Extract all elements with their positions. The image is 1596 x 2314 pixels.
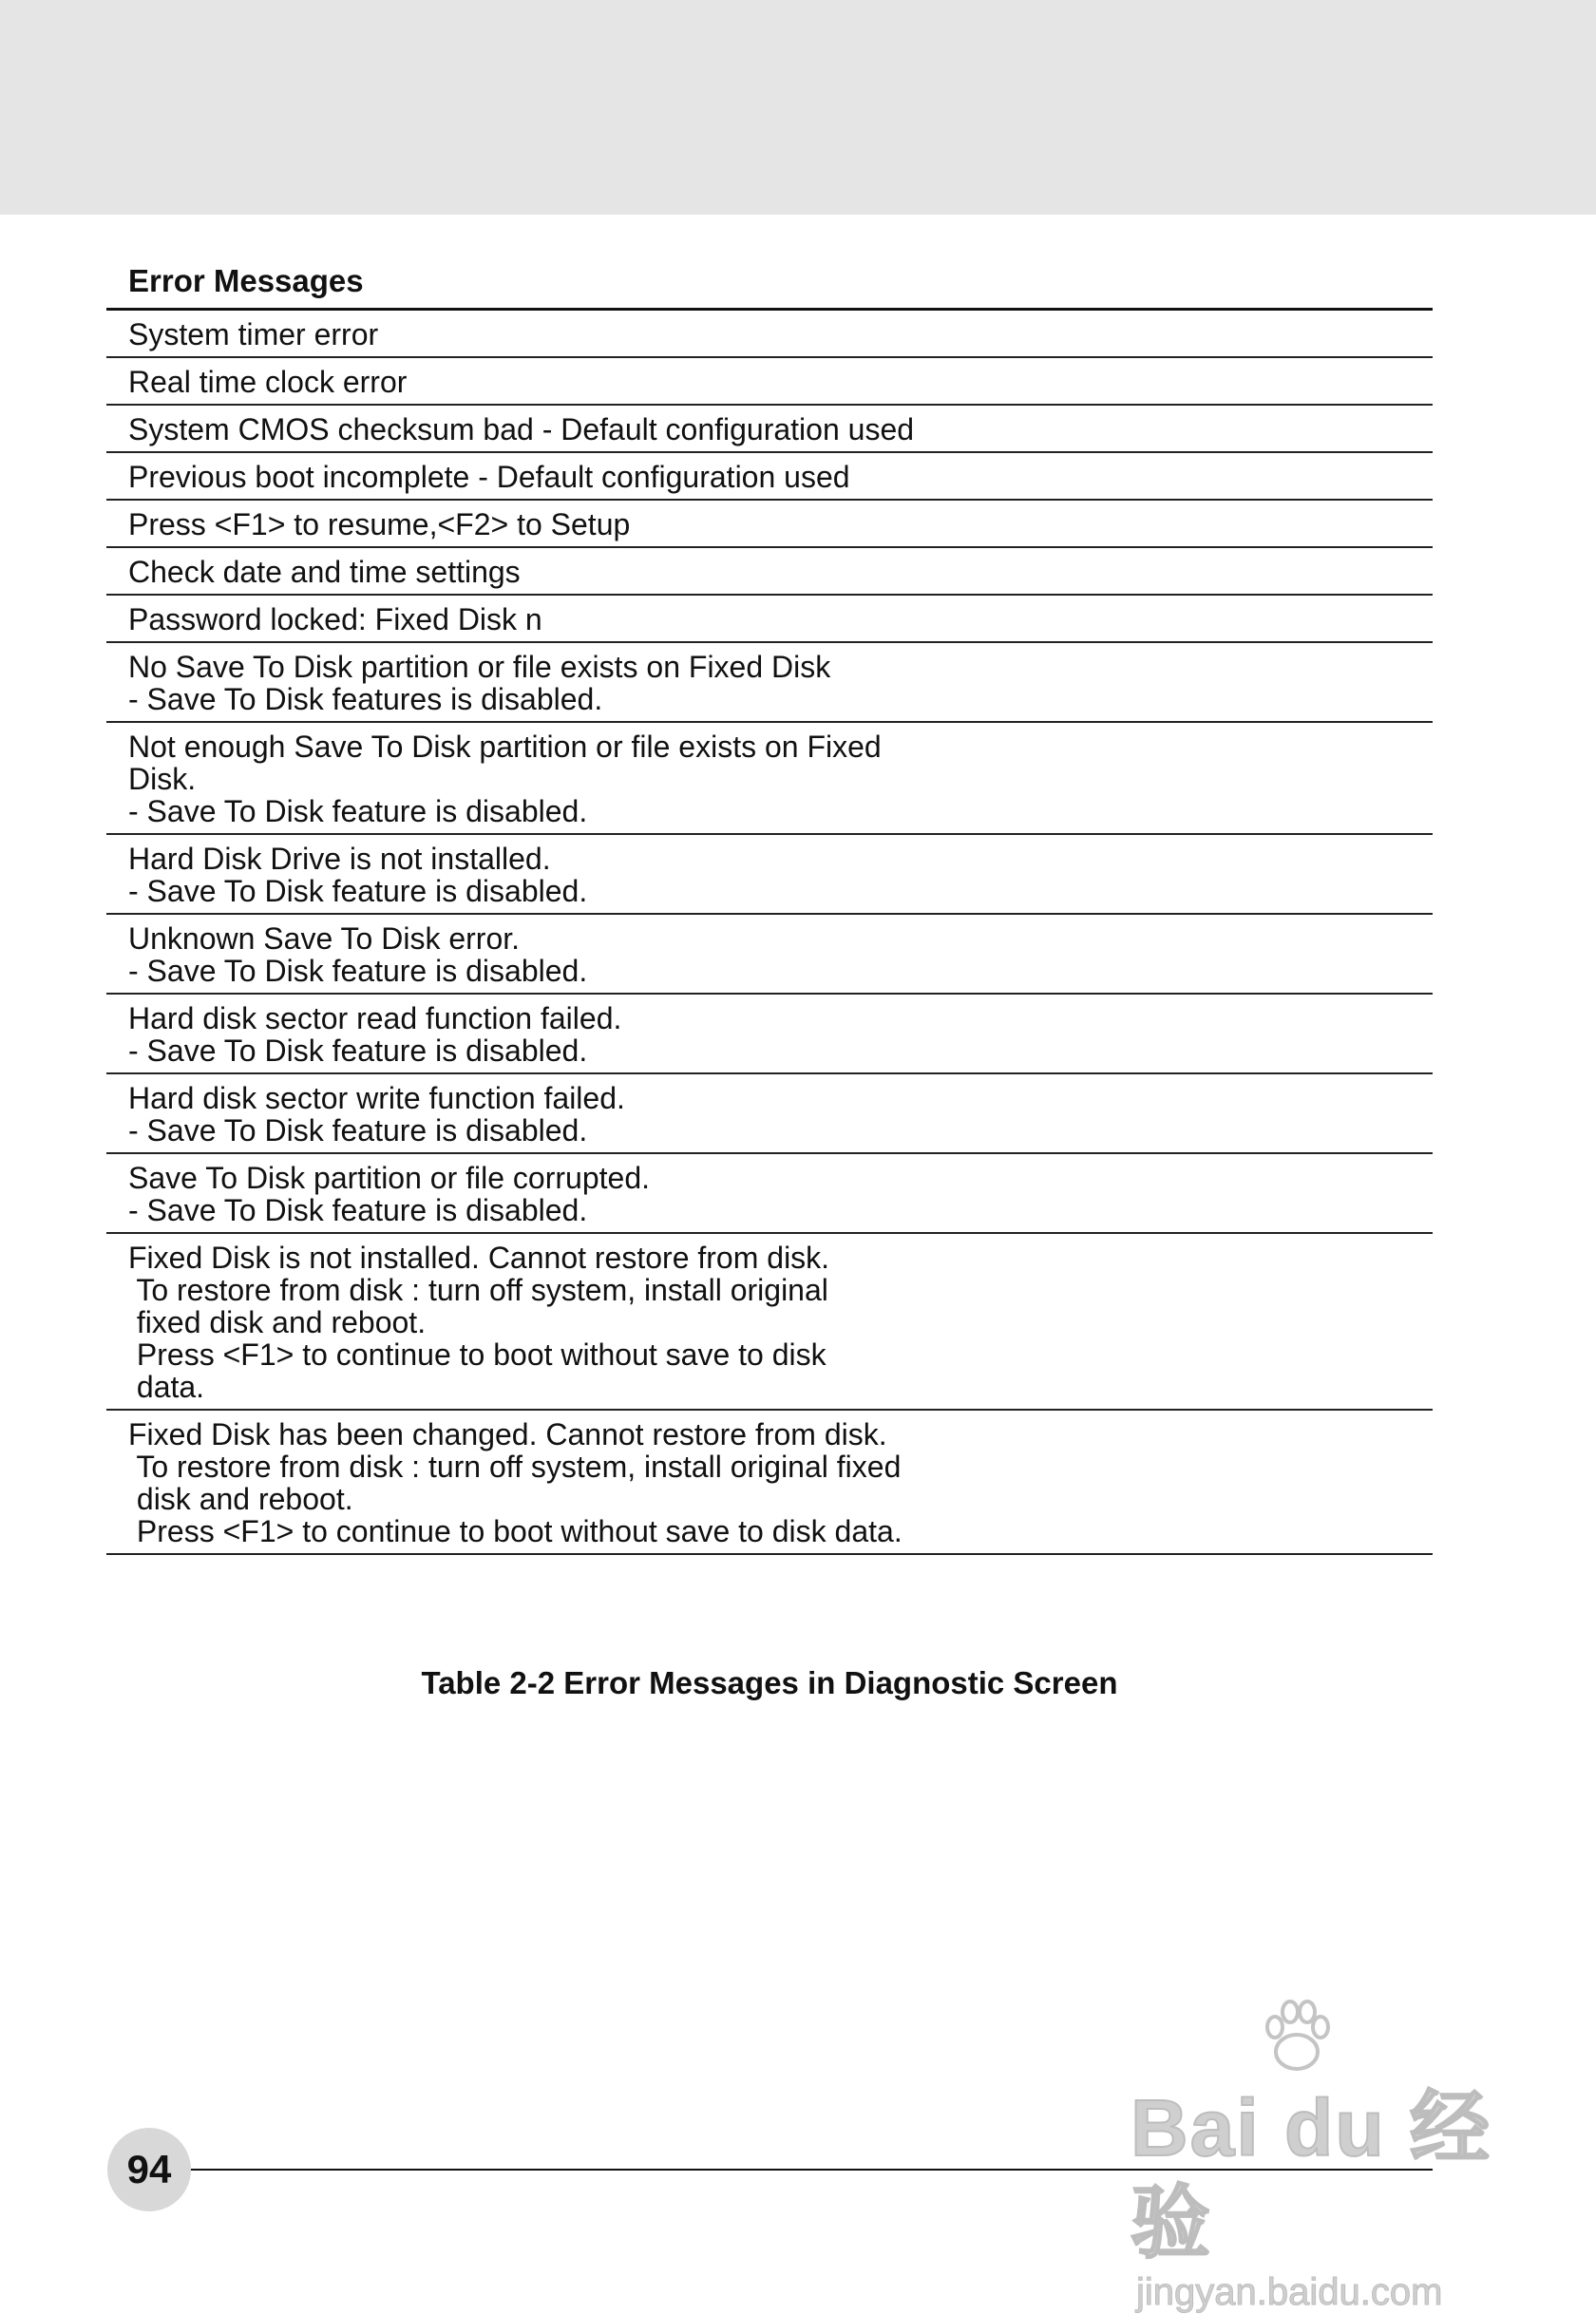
table-row <box>106 1411 1433 1555</box>
table-row <box>106 311 1433 358</box>
table-row <box>106 453 1433 501</box>
baidu-watermark <box>1130 2023 1510 2313</box>
row-text-line: Press <F1> to continue to boot without save to disk data. <box>128 1514 902 1548</box>
watermark-logo: Bai du 经验 <box>1130 2083 1492 2267</box>
page-number: 94 <box>126 2147 172 2191</box>
row-text-line: To restore from disk : turn off system, install original <box>128 1273 828 1307</box>
row-text-line: To restore from disk : turn off system, install original fixed <box>128 1450 902 1484</box>
table-row <box>106 835 1433 915</box>
table-row <box>106 1074 1433 1154</box>
row-text-line: disk and reboot. <box>128 1482 353 1516</box>
table-row <box>106 358 1433 406</box>
table-row <box>106 1154 1433 1234</box>
table-row <box>106 406 1433 453</box>
row-text-line: - Save To Disk feature is disabled. <box>128 794 588 828</box>
row-text-line: - Save To Disk feature is disabled. <box>128 874 588 908</box>
row-text-line: System timer error <box>128 317 379 351</box>
row-text-line: - Save To Disk feature is disabled. <box>128 1034 588 1068</box>
table-row <box>106 915 1433 995</box>
table-row <box>106 995 1433 1074</box>
row-text-line: - Save To Disk feature is disabled. <box>128 954 588 988</box>
paw-icon <box>1254 1995 1340 2080</box>
table-row <box>106 501 1433 548</box>
row-text-line: Hard disk sector write function failed. <box>128 1081 625 1115</box>
page-number-badge <box>107 2128 191 2211</box>
row-text-line: - Save To Disk features is disabled. <box>128 682 603 716</box>
row-text-line: - Save To Disk feature is disabled. <box>128 1193 588 1227</box>
row-text-line: Hard Disk Drive is not installed. <box>128 842 551 876</box>
row-text-line: Disk. <box>128 762 197 796</box>
table-row <box>106 548 1433 596</box>
row-text-line: Previous boot incomplete - Default configuration used <box>128 460 850 494</box>
row-text-line: Unknown Save To Disk error. <box>128 921 521 956</box>
table-row <box>106 643 1433 723</box>
row-text-line: fixed disk and reboot. <box>128 1305 427 1339</box>
row-text-line: Save To Disk partition or file corrupted. <box>128 1161 650 1195</box>
row-text-line: No Save To Disk partition or file exists on Fixed Disk <box>128 650 831 684</box>
row-text-line: Real time clock error <box>128 365 408 399</box>
row-text-line: Not enough Save To Disk partition or file exists on Fixed <box>128 730 882 764</box>
error-messages-table <box>106 255 1433 1555</box>
row-text-line: Press <F1> to resume,<F2> to Setup <box>128 507 631 541</box>
row-text-line: Password locked: Fixed Disk n <box>128 602 542 636</box>
row-text-line: data. <box>128 1370 205 1404</box>
top-header-band <box>0 0 1596 215</box>
row-text-line: Fixed Disk has been changed. Cannot restore from disk. <box>128 1417 887 1451</box>
table-caption: Table 2-2 Error Messages in Diagnostic Screen <box>421 1665 1118 1700</box>
row-text-line: Press <F1> to continue to boot without save to disk <box>128 1337 826 1372</box>
row-text-line: System CMOS checksum bad - Default configuration used <box>128 412 915 446</box>
watermark-url: jingyan.baidu.com <box>1136 2271 1443 2313</box>
table-body <box>106 311 1433 1555</box>
row-text-line: Check date and time settings <box>128 555 521 589</box>
row-text-line: Fixed Disk is not installed. Cannot restore from disk. <box>128 1241 830 1275</box>
row-text-line: - Save To Disk feature is disabled. <box>128 1113 588 1148</box>
table-row <box>106 596 1433 643</box>
table-row <box>106 723 1433 835</box>
row-text-line: Hard disk sector read function failed. <box>128 1001 622 1035</box>
table-row <box>106 1234 1433 1411</box>
table-header: Error Messages <box>106 255 1433 311</box>
